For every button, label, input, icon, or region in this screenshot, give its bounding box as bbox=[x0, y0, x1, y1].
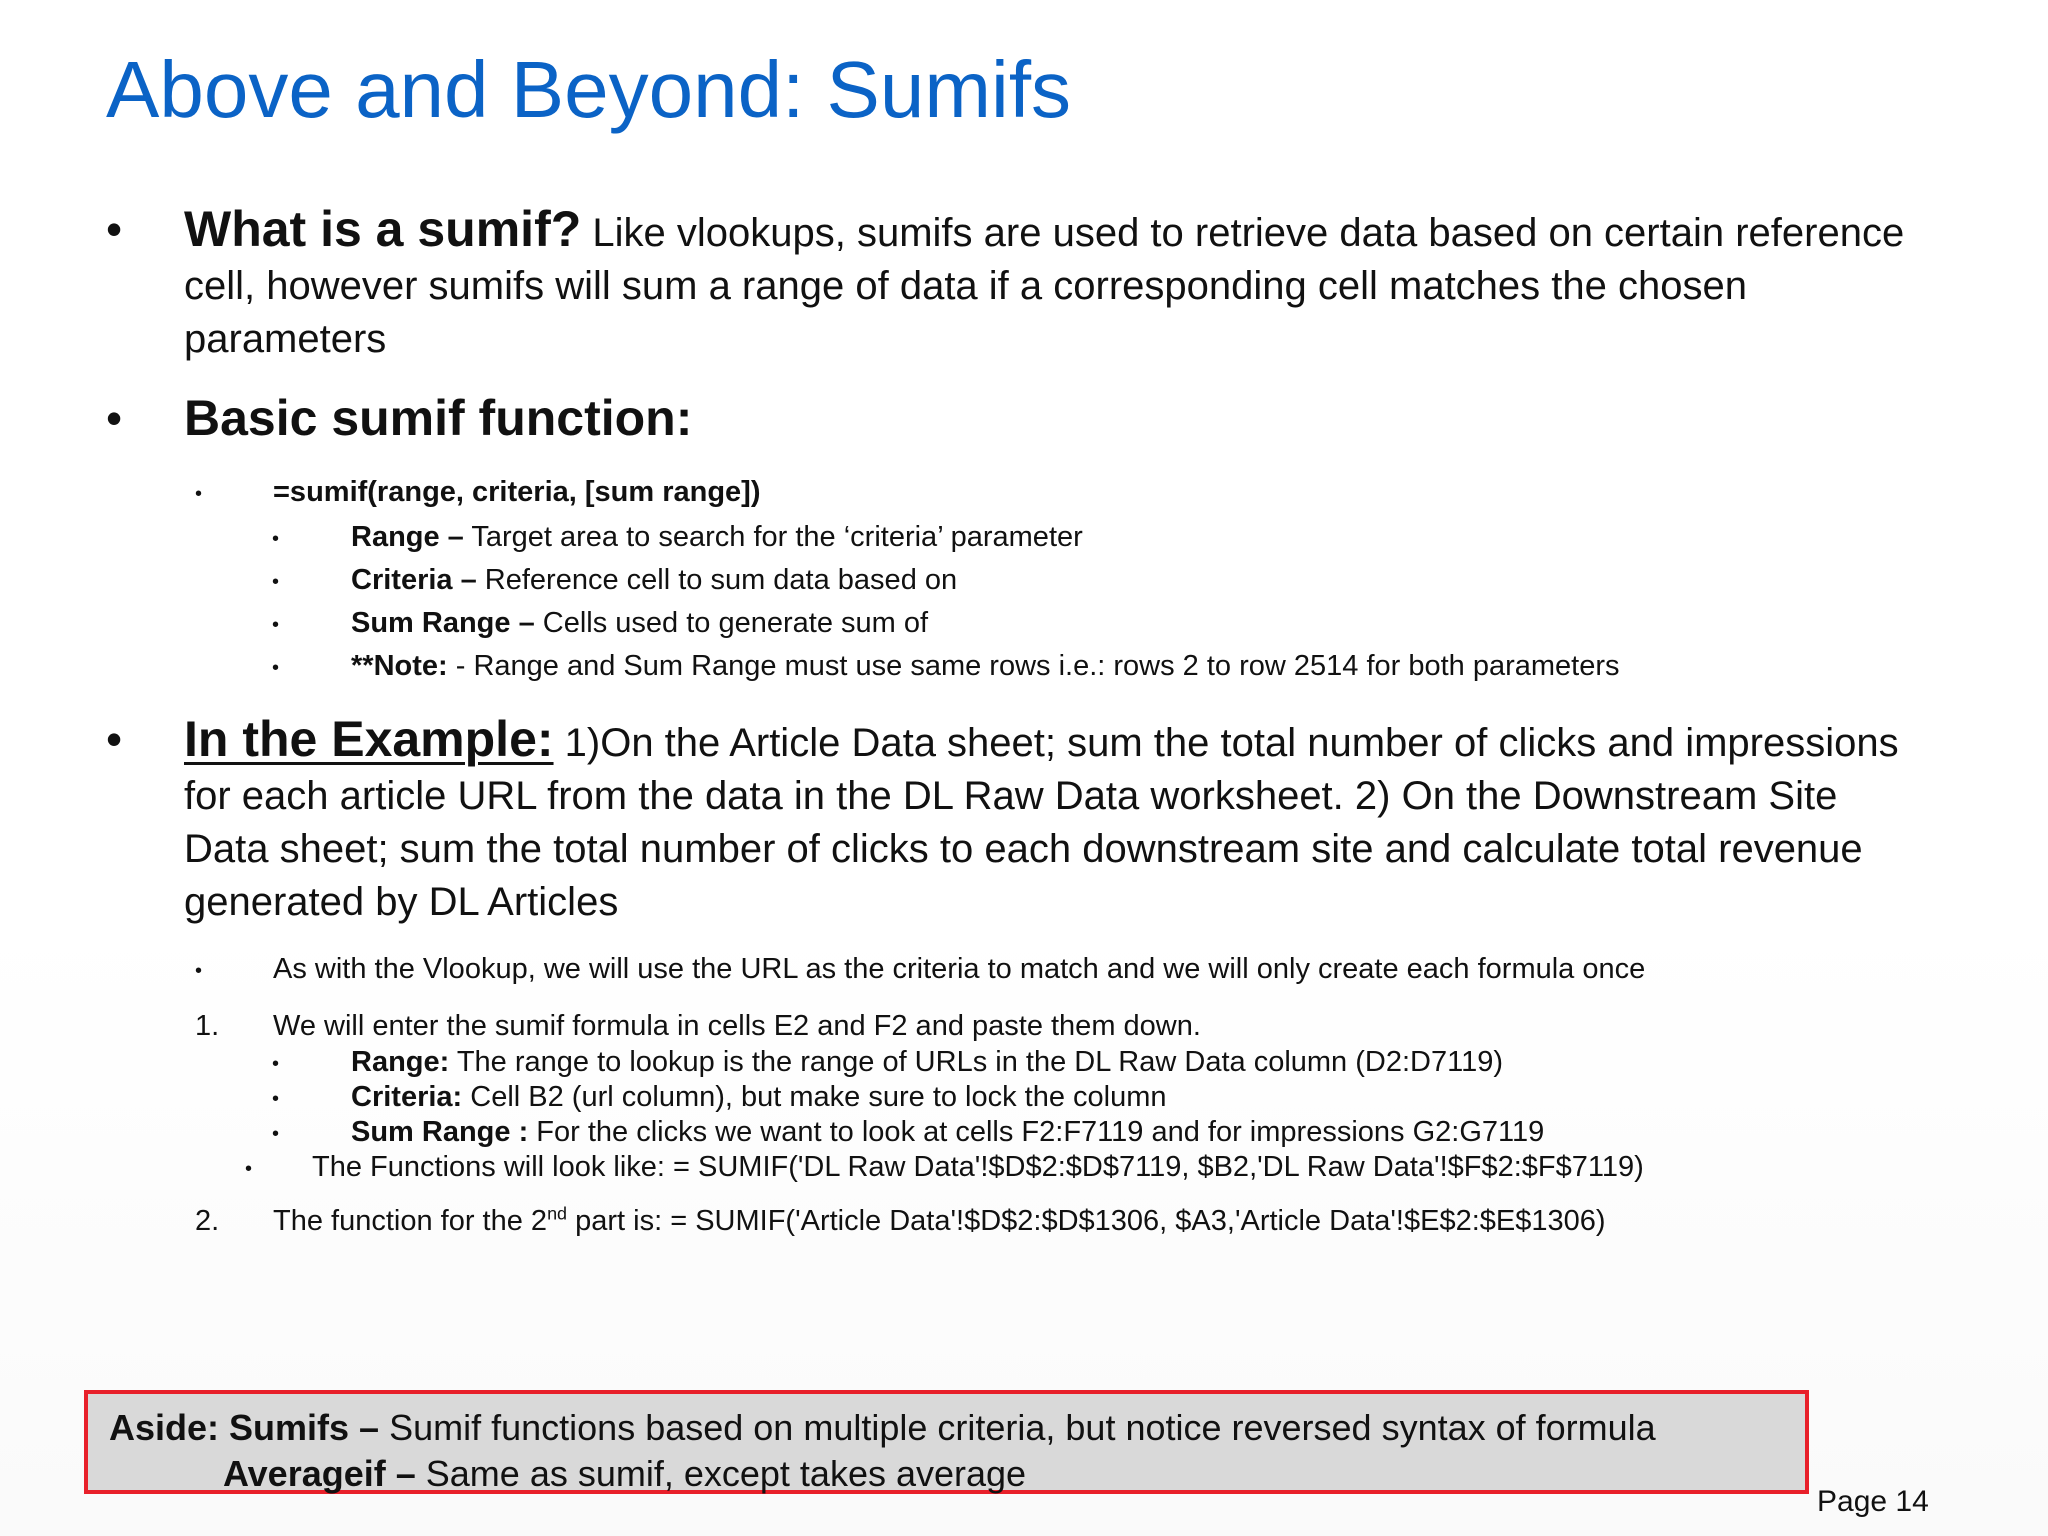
criteria-label: Criteria: bbox=[351, 1081, 463, 1113]
criteria-label: Criteria – bbox=[351, 564, 477, 596]
sub-bullet-dot: • bbox=[272, 1053, 280, 1075]
step-number: 2. bbox=[195, 1205, 220, 1237]
aside-line-sumifs bbox=[109, 1406, 1656, 1450]
bullet-body bbox=[184, 203, 1928, 366]
step-content bbox=[273, 1203, 1606, 1239]
criteria-text: Reference cell to sum data based on bbox=[476, 564, 958, 596]
aside-label-averageif: Averageif – bbox=[223, 1453, 416, 1494]
range-label: Range – bbox=[351, 521, 464, 553]
example-criteria-content bbox=[351, 1079, 1167, 1115]
aside-text-sumifs: Sumif functions based on multiple criteria, but notice reversed syntax of formula bbox=[379, 1407, 1656, 1448]
formula-text: =sumif(range, criteria, [sum range]) bbox=[273, 476, 761, 508]
page-number: Page 14 bbox=[1817, 1485, 1929, 1518]
aside-label-sumifs: Aside: Sumifs – bbox=[109, 1407, 380, 1448]
bullet-text: 1)On the Article Data sheet; sum the total number of clicks and impressions for each article URL from the data in the DL Raw Data worksheet. 2) On the Downstream Site Data sheet; sum the total number of clicks to each downstream site and calculate total revenue generated by DL Articles bbox=[184, 721, 1899, 924]
note-label: **Note: bbox=[351, 650, 448, 682]
sumrange-text: Cells used to generate sum of bbox=[534, 607, 929, 639]
bullet-dot: • bbox=[106, 392, 123, 444]
bullet-text: Like vlookups, sumifs are used to retrieve data based on certain reference cell, however sumifs will sum a range of data if a corresponding cell matches the chosen parameters bbox=[184, 211, 1905, 361]
sub-bullet-dot: • bbox=[272, 571, 280, 593]
step2-sup: nd bbox=[547, 1203, 568, 1224]
functions-text: The Functions will look like: = SUMIF('DL Raw Data'!$D$2:$D$7119, $B2,'DL Raw Data'!$F$2:$F$7119) bbox=[312, 1151, 1644, 1183]
aside-line-averageif bbox=[223, 1452, 1026, 1496]
bullet-body bbox=[184, 713, 1928, 929]
basic-criteria-content bbox=[351, 562, 957, 598]
criteria-text: Cell B2 (url column), but make sure to lock the column bbox=[462, 1081, 1167, 1113]
sumrange-label: Sum Range – bbox=[351, 607, 535, 639]
step2-pre: The function for the 2 bbox=[273, 1205, 548, 1237]
aside-text-averageif: Same as sumif, except takes average bbox=[415, 1453, 1027, 1494]
example-range-content bbox=[351, 1044, 1503, 1080]
sub-bullet-dot: • bbox=[195, 960, 203, 982]
bullet-body bbox=[184, 392, 1928, 449]
sub-bullet-dot: • bbox=[272, 1088, 280, 1110]
step2-post: part is: = SUMIF('Article Data'!$D$2:$D$1306, $A3,'Article Data'!$E$2:$E$1306) bbox=[567, 1205, 1606, 1237]
bullet-dot: • bbox=[106, 203, 123, 255]
sub-bullet-dot: • bbox=[272, 1123, 280, 1145]
sub-bullet-dot: • bbox=[245, 1158, 253, 1180]
step-number: 1. bbox=[195, 1010, 220, 1042]
basic-note-content bbox=[351, 648, 1620, 684]
bullet-dot: • bbox=[106, 713, 123, 765]
bullet-lead: Basic sumif function: bbox=[184, 390, 693, 446]
example-sumrange-content bbox=[351, 1114, 1544, 1150]
sub-bullet-dot: • bbox=[272, 528, 280, 550]
note-text: - Range and Sum Range must use same rows i.e.: rows 2 to row 2514 for both parameters bbox=[447, 650, 1620, 682]
range-text: The range to lookup is the range of URLs in the DL Raw Data column (D2:D7119) bbox=[449, 1046, 1503, 1078]
bullet-lead: What is a sumif? bbox=[184, 201, 582, 257]
range-text: Target area to search for the ‘criteria’ parameter bbox=[463, 521, 1083, 553]
aside-callout-box bbox=[84, 1390, 1809, 1494]
basic-range-content bbox=[351, 519, 1083, 555]
sub-bullet-dot: • bbox=[195, 483, 203, 505]
basic-sumrange-content bbox=[351, 605, 928, 641]
sub-bullet-dot: • bbox=[272, 614, 280, 636]
example-intro-text: As with the Vlookup, we will use the URL as the criteria to match and we will only create each formula once bbox=[273, 953, 1646, 985]
sub-bullet-dot: • bbox=[272, 657, 280, 679]
sumrange-text: For the clicks we want to look at cells F2:F7119 and for impressions G2:G7119 bbox=[528, 1116, 1545, 1148]
range-label: Range: bbox=[351, 1046, 450, 1078]
sumrange-label: Sum Range : bbox=[351, 1116, 529, 1148]
bullet-lead: In the Example: bbox=[184, 711, 554, 767]
step-text: We will enter the sumif formula in cells E2 and F2 and paste them down. bbox=[273, 1010, 1201, 1042]
slide-title: Above and Beyond: Sumifs bbox=[106, 45, 1072, 134]
